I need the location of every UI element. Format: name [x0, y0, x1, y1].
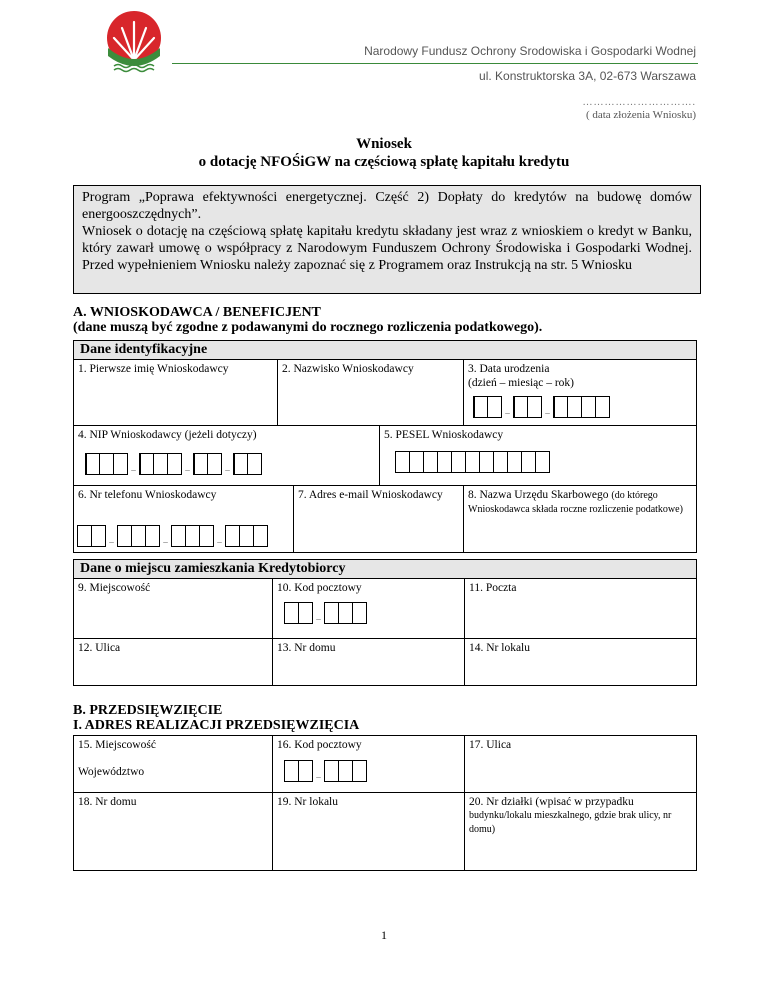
digit-box[interactable]: [324, 602, 339, 624]
info-paragraph: Program „Poprawa efektywności energetycznej. Część 2) Dopłaty do kredytów na budowę domów energooszczędnych”.: [82, 190, 692, 222]
submission-date-field[interactable]: ………………………….: [582, 97, 696, 108]
submission-date-label: ( data złożenia Wniosku): [585, 109, 696, 121]
digit-box[interactable]: [167, 453, 182, 475]
last-name-field[interactable]: [277, 359, 464, 426]
nfosigw-logo: [100, 8, 168, 76]
birth-date-label: 3. Data urodzenia: [468, 363, 550, 375]
separator: –: [131, 465, 136, 475]
section-a-subheading: (dane muszą być zgodne z podawanymi do rocznego rozliczenia podatkowego).: [73, 320, 543, 335]
digit-box[interactable]: [513, 396, 528, 418]
digit-box[interactable]: [395, 451, 410, 473]
apartment-number-field[interactable]: [464, 638, 697, 686]
form-title: Wniosek: [356, 136, 412, 152]
digit-box[interactable]: [113, 453, 128, 475]
info-paragraph: Wniosek o dotację na częściową spłatę kapitału kredytu składany jest wraz z wnioskiem o kredyt w Banku, który zawarł umowę o współpracy z Narodowym Funduszem Ochrony Środowiska i Gospodarki Wodnej. Przed wypełnieniem Wniosku należy zapoznać się z Programem oraz Instrukcją na str. 5 Wniosku: [82, 224, 692, 273]
digit-box[interactable]: [352, 602, 367, 624]
digit-box[interactable]: [527, 396, 542, 418]
separator: –: [316, 772, 321, 782]
digit-box[interactable]: [233, 453, 248, 475]
project-street-field[interactable]: [464, 735, 697, 793]
digit-box[interactable]: [131, 525, 146, 547]
digit-box[interactable]: [567, 396, 582, 418]
digit-box[interactable]: [117, 525, 132, 547]
first-name-label: 1. Pierwsze imię Wnioskodawcy: [78, 363, 229, 375]
digit-box[interactable]: [352, 760, 367, 782]
separator: –: [185, 465, 190, 475]
separator: –: [316, 614, 321, 624]
digit-box[interactable]: [99, 453, 114, 475]
birth-date-boxes[interactable]: [473, 396, 610, 418]
nip-boxes[interactable]: [85, 453, 262, 475]
organization-address: ul. Konstruktorska 3A, 02-673 Warszawa: [479, 69, 696, 83]
digit-box[interactable]: [145, 525, 160, 547]
street-field[interactable]: [73, 638, 273, 686]
plot-number-label: 20. Nr działki (wpisać w przypadku: [469, 796, 634, 808]
apartment-number-label: 14. Nr lokalu: [469, 642, 531, 654]
digit-box[interactable]: [487, 396, 502, 418]
post-office-label: 11. Poczta: [469, 582, 517, 594]
locality-field[interactable]: [73, 578, 273, 639]
first-name-field[interactable]: [73, 359, 278, 426]
digit-box[interactable]: [253, 525, 268, 547]
separator: –: [217, 537, 222, 547]
digit-box[interactable]: [239, 525, 254, 547]
house-number-field[interactable]: [272, 638, 465, 686]
digit-box[interactable]: [507, 451, 522, 473]
organization-name: Narodowy Fundusz Ochrony Srodowiska i Gospodarki Wodnej: [364, 44, 696, 58]
postal-code-label: 10. Kod pocztowy: [277, 582, 362, 594]
project-locality-label: 15. Miejscowość: [78, 739, 156, 751]
post-office-field[interactable]: [464, 578, 697, 639]
phone-boxes[interactable]: [77, 525, 268, 547]
digit-box[interactable]: [298, 760, 313, 782]
digit-box[interactable]: [437, 451, 452, 473]
separator: –: [109, 537, 114, 547]
section-a-heading: A. WNIOSKODAWCA / BENEFICJENT: [73, 305, 321, 320]
street-label: 12. Ulica: [78, 642, 121, 654]
digit-box[interactable]: [535, 451, 550, 473]
separator: –: [505, 408, 510, 418]
digit-box[interactable]: [553, 396, 568, 418]
digit-box[interactable]: [465, 451, 480, 473]
voivodeship-label: Województwo: [78, 766, 145, 778]
digit-box[interactable]: [77, 525, 92, 547]
digit-box[interactable]: [225, 525, 240, 547]
digit-box[interactable]: [473, 396, 488, 418]
header-divider: [172, 63, 698, 64]
digit-box[interactable]: [338, 602, 353, 624]
identity-band: Dane identyfikacyjne: [73, 340, 697, 360]
digit-box[interactable]: [338, 760, 353, 782]
digit-box[interactable]: [324, 760, 339, 782]
section-b-heading: B. PRZEDSIĘWZIĘCIE: [73, 703, 223, 718]
section-b-subheading: I. ADRES REALIZACJI PRZEDSIĘWZIĘCIA: [73, 718, 360, 733]
digit-box[interactable]: [185, 525, 200, 547]
birth-date-format: (dzień – miesiąc – rok): [468, 377, 575, 389]
digit-box[interactable]: [595, 396, 610, 418]
project-locality-field[interactable]: [73, 735, 273, 793]
program-info-box: [73, 185, 701, 294]
digit-box[interactable]: [193, 453, 208, 475]
last-name-label: 2. Nazwisko Wnioskodawcy: [282, 363, 414, 375]
project-house-number-field[interactable]: [73, 792, 273, 871]
plot-number-note: budynku/lokalu mieszkalnego, gdzie brak ulicy, nr domu): [469, 810, 672, 835]
project-house-number-label: 18. Nr domu: [78, 796, 137, 808]
digit-box[interactable]: [521, 451, 536, 473]
separator: –: [545, 408, 550, 418]
digit-box[interactable]: [85, 453, 100, 475]
project-postal-code-boxes[interactable]: [284, 760, 367, 782]
house-number-label: 13. Nr domu: [277, 642, 336, 654]
plot-number-field[interactable]: [464, 792, 697, 871]
tax-office-label: 8. Nazwa Urzędu Skarbowego: [468, 489, 609, 501]
digit-box[interactable]: [284, 602, 299, 624]
project-postal-code-label: 16. Kod pocztowy: [277, 739, 362, 751]
digit-box[interactable]: [171, 525, 186, 547]
phone-label: 6. Nr telefonu Wnioskodawcy: [78, 489, 217, 501]
project-street-label: 17. Ulica: [469, 739, 512, 751]
digit-box[interactable]: [423, 451, 438, 473]
project-apartment-number-field[interactable]: [272, 792, 465, 871]
digit-box[interactable]: [451, 451, 466, 473]
pesel-boxes[interactable]: [395, 451, 550, 473]
postal-code-boxes[interactable]: [284, 602, 367, 624]
digit-box[interactable]: [409, 451, 424, 473]
tax-office-field[interactable]: [463, 485, 697, 553]
digit-box[interactable]: [199, 525, 214, 547]
pesel-label: 5. PESEL Wnioskodawcy: [384, 429, 504, 441]
digit-box[interactable]: [581, 396, 596, 418]
tax-office-subnote: Wnioskodawca składa roczne rozliczenie podatkowe): [468, 504, 683, 515]
digit-box[interactable]: [91, 525, 106, 547]
digit-box[interactable]: [207, 453, 222, 475]
separator: –: [225, 465, 230, 475]
project-apartment-number-label: 19. Nr lokalu: [277, 796, 339, 808]
digit-box[interactable]: [284, 760, 299, 782]
digit-box[interactable]: [139, 453, 154, 475]
tax-office-note: (do którego: [611, 490, 658, 501]
form-subtitle: o dotację NFOŚiGW na częściową spłatę kapitału kredytu: [198, 154, 570, 170]
digit-box[interactable]: [247, 453, 262, 475]
residence-band: Dane o miejscu zamieszkania Kredytobiorcy: [73, 559, 697, 579]
digit-box[interactable]: [298, 602, 313, 624]
email-label: 7. Adres e-mail Wnioskodawcy: [298, 489, 443, 501]
page-number: 1: [381, 928, 387, 942]
nip-label: 4. NIP Wnioskodawcy (jeżeli dotyczy): [78, 429, 257, 441]
digit-box[interactable]: [493, 451, 508, 473]
digit-box[interactable]: [479, 451, 494, 473]
email-field[interactable]: [293, 485, 464, 553]
separator: –: [163, 537, 168, 547]
locality-label: 9. Miejscowość: [78, 582, 151, 594]
digit-box[interactable]: [153, 453, 168, 475]
